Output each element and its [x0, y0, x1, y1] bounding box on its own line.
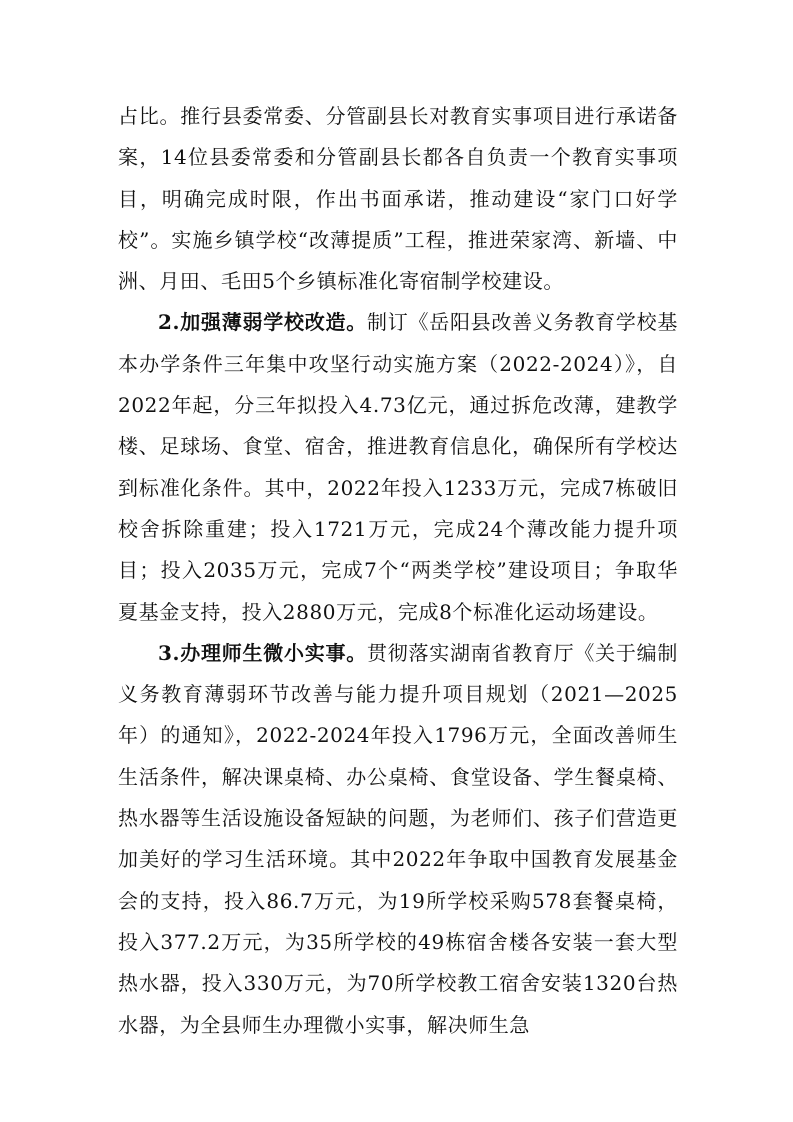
paragraph-small-practical-matters	[118, 633, 678, 1046]
paragraph-text: 制订《岳阳县改善义务教育学校基本办学条件三年集中攻坚行动实施方案（2022-2024）》，自2022年起，分三年拟投入4.73亿元，通过拆危改薄，建教学楼、足球场、食堂、宿舍，推进教育信息化，确保所有学校达到标准化条件。其中，2022年投入1233万元，完成7栋破旧校舍拆除重建；投入1721万元，完成24个薄改能力提升项目；投入2035万元，完成7个“两类学校”建设项目；争取华夏基金支持，投入2880万元，完成8个标准化运动场建设。	[118, 310, 679, 624]
document-body	[118, 96, 678, 1046]
paragraph-heading: 2.加强薄弱学校改造。	[158, 310, 367, 335]
paragraph-weak-school-renovation	[118, 302, 678, 632]
paragraph-text: 占比。推行县委常委、分管副县长对教育实事项目进行承诺备案，14位县委常委和分管副县长都各自负责一个教育实事项目，明确完成时限，作出书面承诺，推动建设“家门口好学校”。实施乡镇学校“改薄提质”工程，推进荣家湾、新墙、中洲、月田、毛田5个乡镇标准化寄宿制学校建设。	[118, 104, 678, 294]
paragraph-continuation	[118, 96, 678, 302]
paragraph-heading: 3.办理师生微小实事。	[158, 640, 367, 665]
paragraph-text: 贯彻落实湖南省教育厅《关于编制义务教育薄弱环节改善与能力提升项目规划（2021—2025年）的通知》，2022-2024年投入1796万元，全面改善师生生活条件，解决课桌椅、办公桌椅、食堂设备、学生餐桌椅、热水器等生活设施设备短缺的问题，为老师们、孩子们营造更加美好的学习生活环境。其中2022年争取中国教育发展基金会的支持，投入86.7万元，为19所学校采购578套餐桌椅，投入377.2万元，为35所学校的49栋宿舍楼各安装一套大型热水器，投入330万元，为70所学校教工宿舍安装1320台热水器，为全县师生办理微小实事，解决师生急	[118, 640, 679, 1037]
